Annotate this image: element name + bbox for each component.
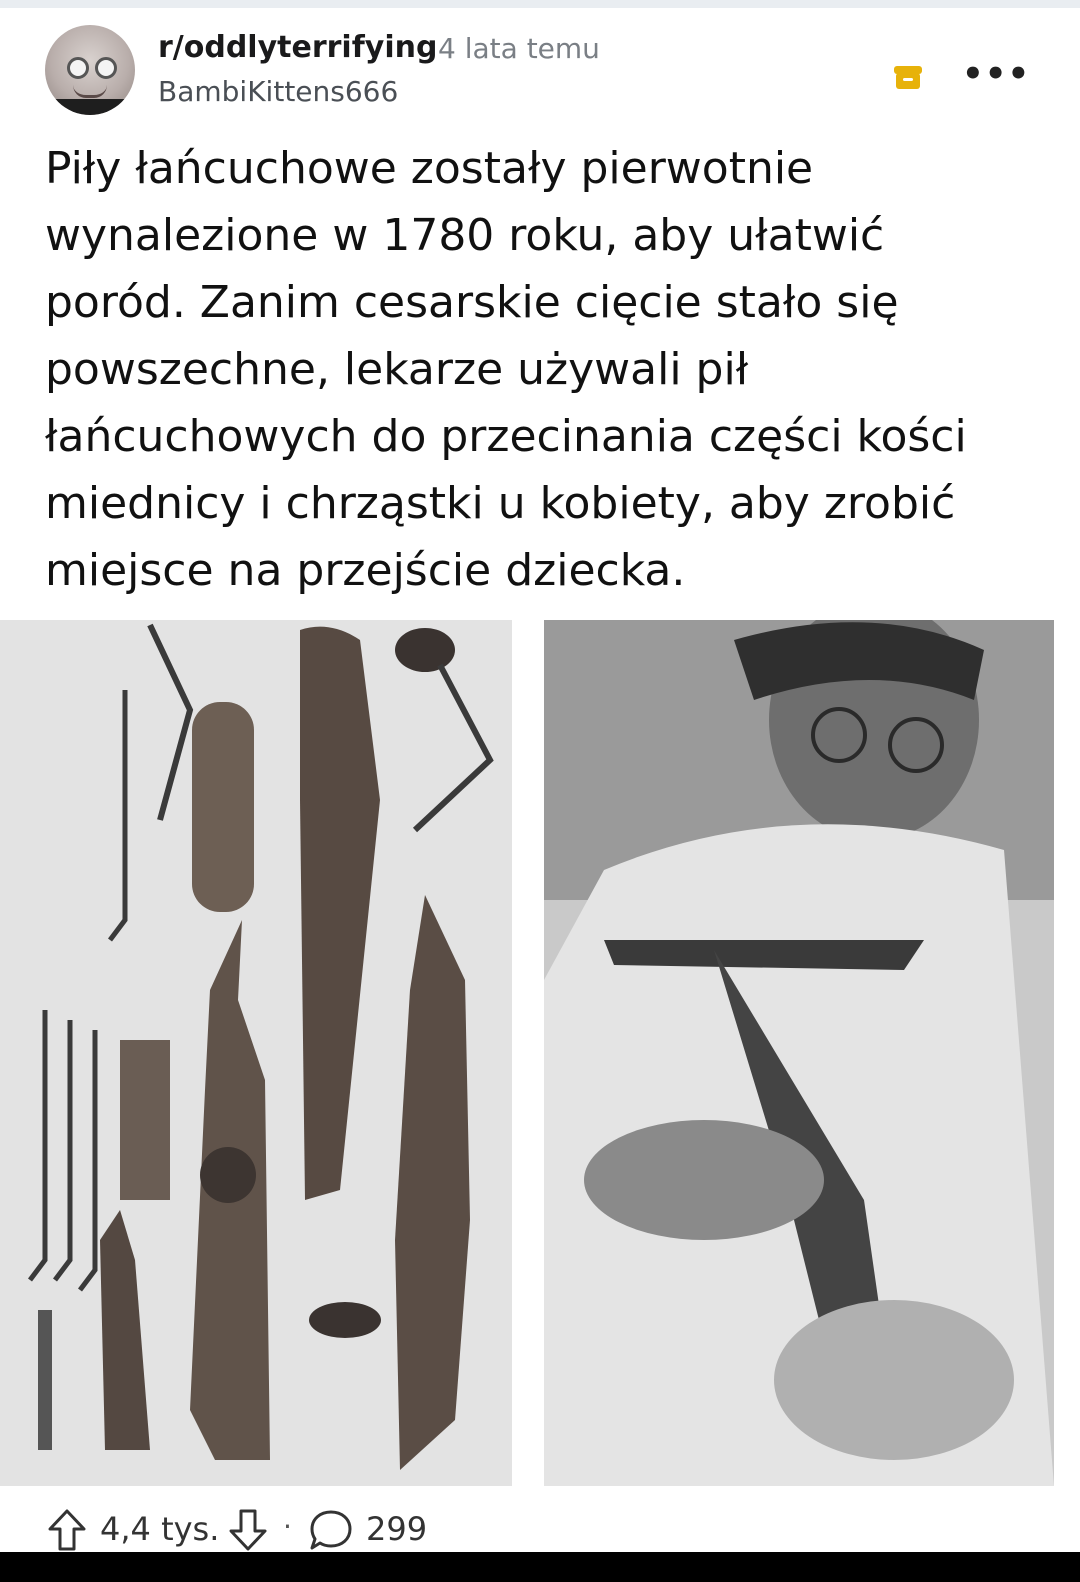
avatar-eye-left xyxy=(67,57,89,79)
downvote-icon[interactable] xyxy=(228,1508,268,1552)
author-link[interactable]: BambiKittens666 xyxy=(158,75,399,108)
comment-icon[interactable] xyxy=(308,1508,354,1552)
post-title: Piły łańcuchowe zostały pierwotnie wynalezione w 1780 roku, aby ułatwić poród. Zanim cesarskie cięcie stało się powszechne, lekarze używali pił łańcuchowych do przecinania części kości miednicy i chrząstki u kobiety, aby zrobić miejsce na przejście dziecka. xyxy=(45,143,967,596)
more-icon[interactable]: ••• xyxy=(962,54,1031,94)
comment-count[interactable]: 299 xyxy=(366,1510,428,1548)
doctor-photograph xyxy=(544,620,1054,1486)
post-image[interactable] xyxy=(0,620,1070,1486)
archive-icon[interactable] xyxy=(892,61,924,93)
post-actions xyxy=(0,1500,1080,1560)
subreddit-link[interactable]: r/oddlyterrifying xyxy=(158,30,438,65)
avatar[interactable] xyxy=(45,25,135,115)
avatar-eye-right xyxy=(95,57,117,79)
avatar-mouth xyxy=(73,85,107,98)
post-header xyxy=(0,8,1080,120)
top-strip xyxy=(0,0,1080,8)
vote-score: 4,4 tys. xyxy=(100,1510,220,1548)
post-age: 4 lata temu xyxy=(438,32,600,65)
separator-dot: · xyxy=(283,1510,292,1543)
avatar-shirt xyxy=(45,99,135,115)
system-navigation-bar xyxy=(0,1552,1080,1582)
upvote-icon[interactable] xyxy=(47,1508,87,1552)
surgical-instruments-illustration xyxy=(0,620,512,1486)
